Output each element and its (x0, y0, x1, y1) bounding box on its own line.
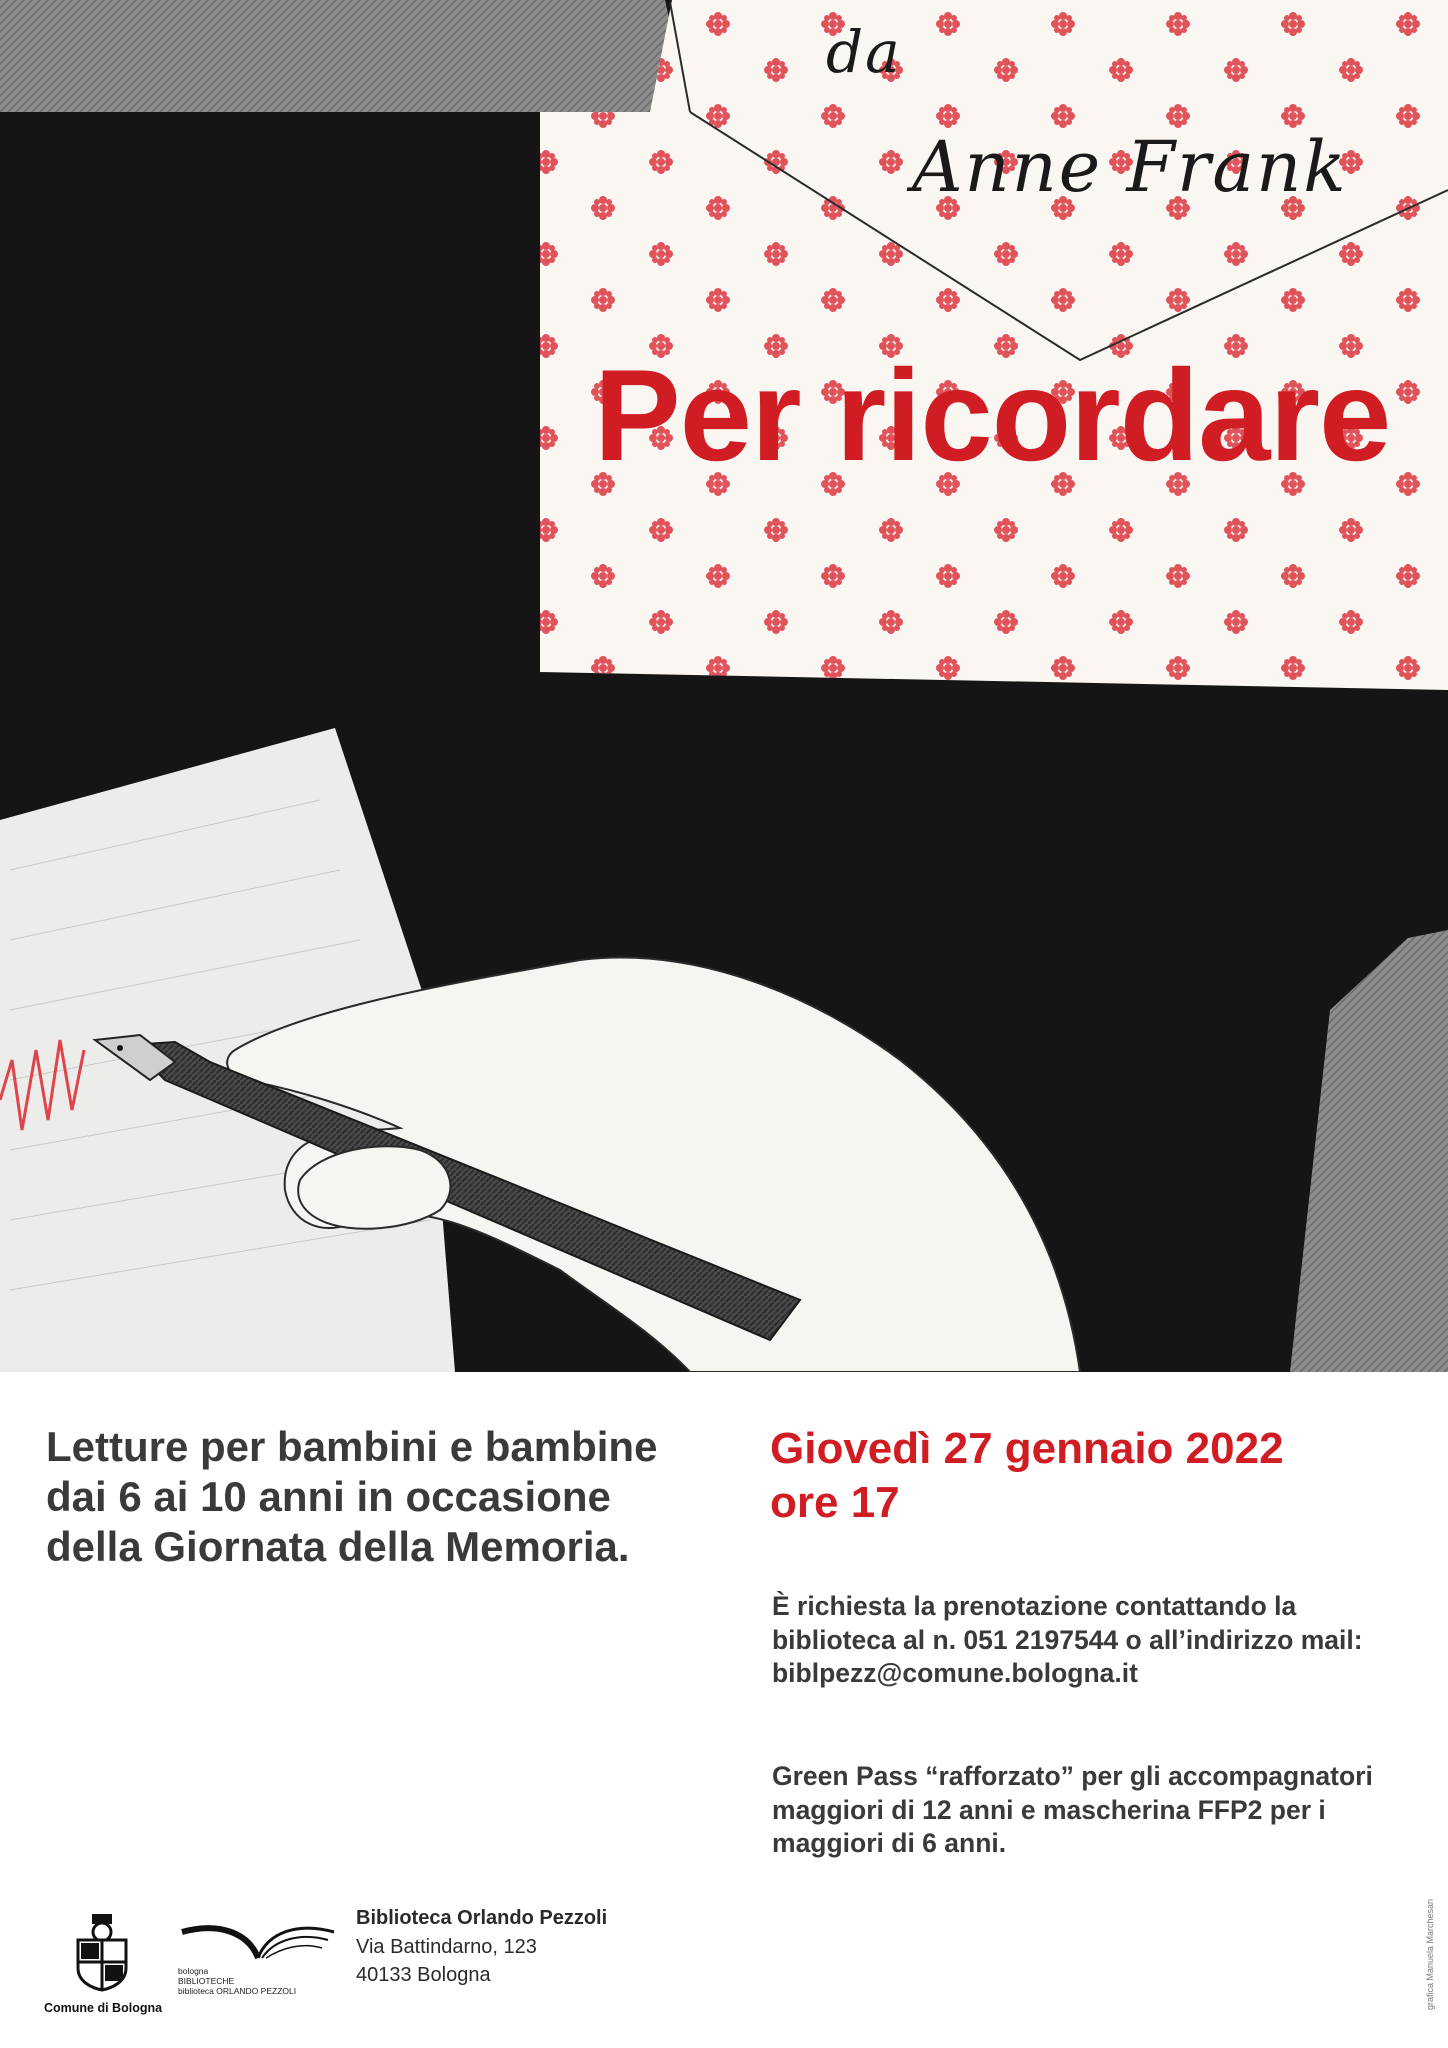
bib-logo-line3: biblioteca ORLANDO PEZZOLI (178, 1985, 297, 1996)
handwriting-da: da (826, 18, 902, 86)
library-address (356, 1904, 607, 1990)
open-book-icon (178, 1918, 338, 1962)
handwriting-anne-frank: Anne Frank (912, 126, 1348, 208)
coat-of-arms-icon (72, 1912, 132, 1992)
event-date: Giovedì 27 gennaio 2022 (770, 1424, 1284, 1473)
gray-box-top-left (0, 0, 690, 112)
library-city: 40133 Bologna (356, 1964, 491, 1987)
comune-di-bologna-logo (44, 1912, 163, 2015)
library-name: Biblioteca Orlando Pezzoli (356, 1907, 608, 1929)
event-description: Letture per bambini e bambine dai 6 ai 10 anni in occasione della Giornata della Memoria. (46, 1423, 658, 1570)
booking-info: È richiesta la prenotazione contattando la biblioteca al n. 051 2197544 o all’indirizzo mail: biblpezz@comune.bologna.it (772, 1591, 1363, 1689)
main-title: Per ricordare (594, 342, 1391, 488)
green-pass-info: Green Pass “rafforzato” per gli accompagnatori maggiori di 12 anni e mascherina FFP2 per i maggiori di 6 anni. (772, 1761, 1373, 1859)
comune-label: Comune di Bologna (44, 2001, 163, 2015)
bologna-biblioteche-logo (178, 1918, 338, 1996)
bib-logo-line2: BIBLIOTECHE (178, 1975, 235, 1986)
library-street: Via Battindarno, 123 (356, 1935, 537, 1958)
event-date-time (770, 1422, 1410, 1529)
bib-logo-line1: bologna (178, 1966, 209, 1976)
event-time: ore 17 (770, 1477, 900, 1527)
graphic-credit: grafica Manuela Marchesan (1425, 1898, 1435, 2010)
gray-block-right (1290, 930, 1448, 1372)
